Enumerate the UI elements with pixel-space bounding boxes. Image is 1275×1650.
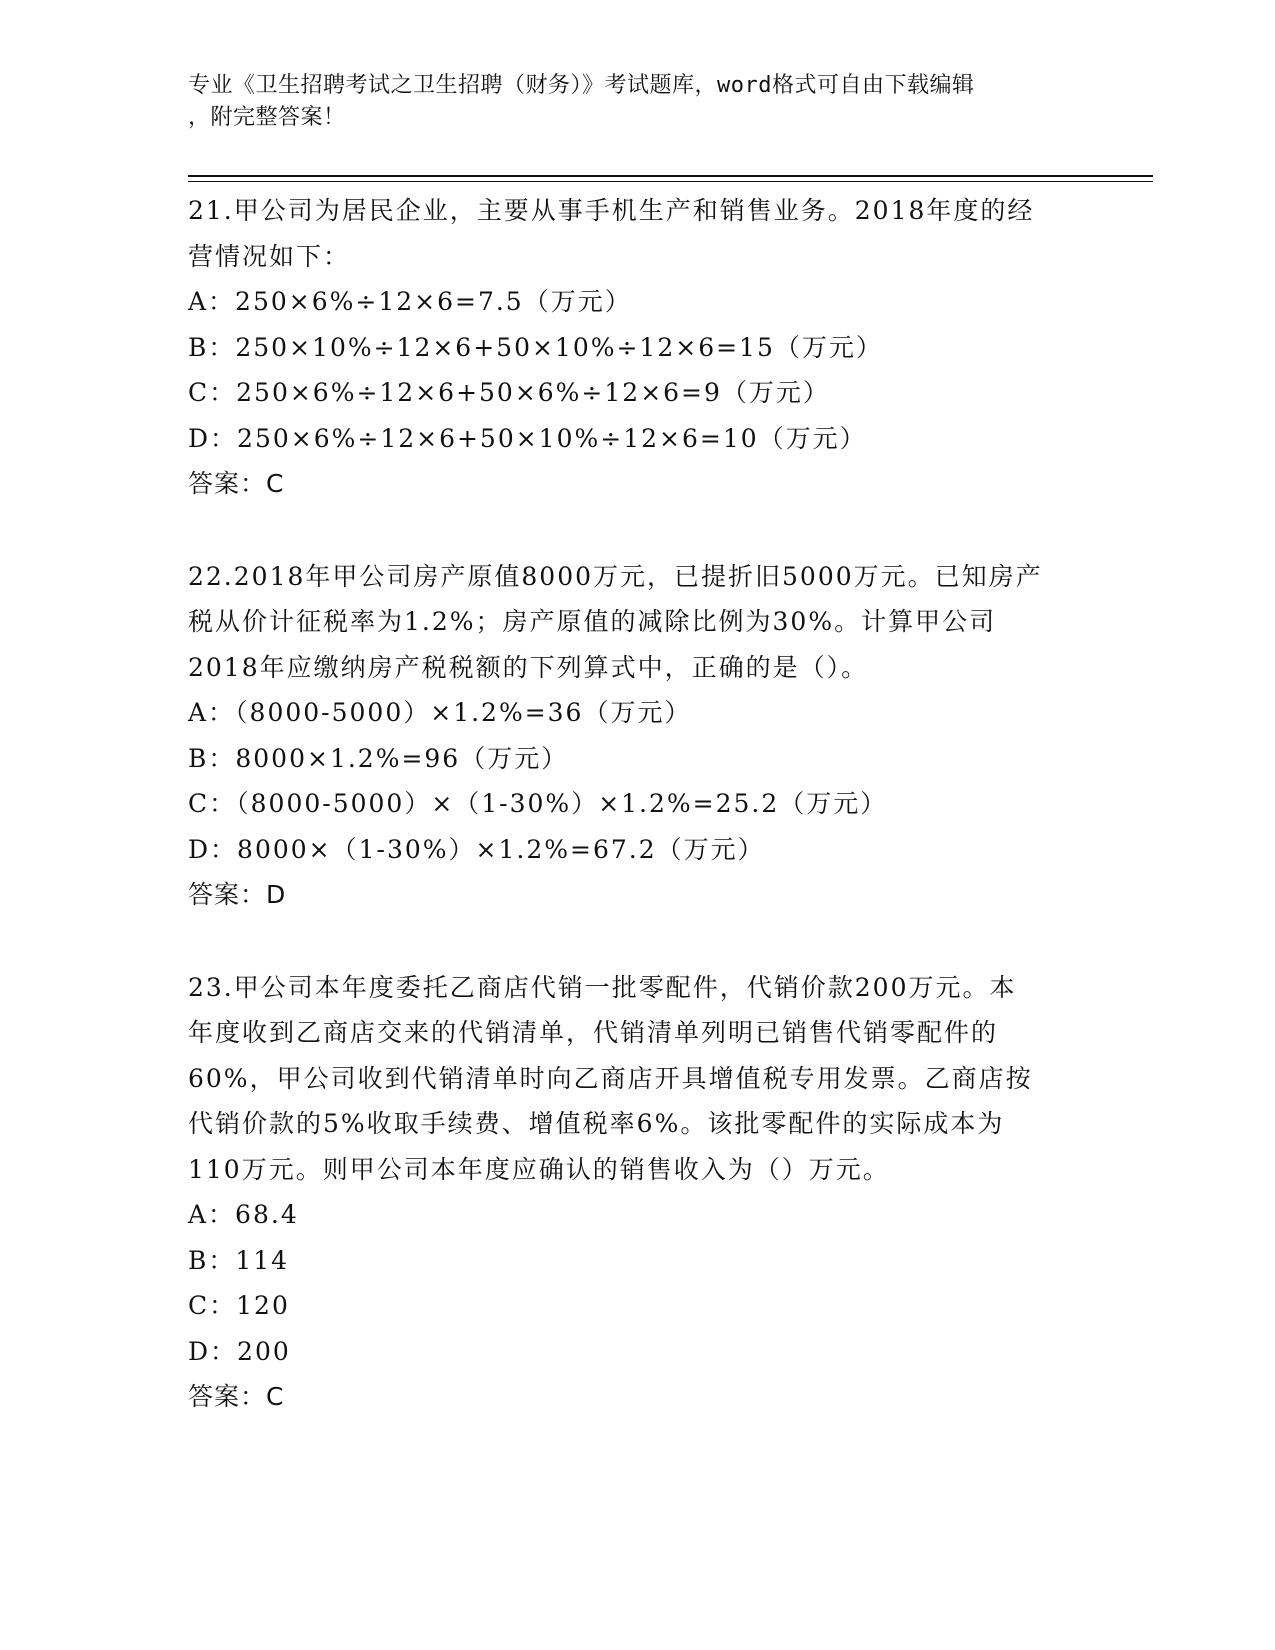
answer: 答案：C — [188, 1382, 285, 1411]
header-divider-thick — [188, 175, 1153, 177]
question-stem-line: 110万元。则甲公司本年度应确认的销售收入为（）万元。 — [188, 1154, 890, 1184]
question-23 — [188, 965, 1088, 1420]
option-c: C：120 — [188, 1291, 290, 1320]
option-b: B：114 — [188, 1245, 290, 1275]
question-21 — [188, 188, 1088, 507]
option-a: A：250×6%÷12×6=7.5（万元） — [188, 287, 632, 316]
question-stem-line: 代销价款的5%收取手续费、增值税率6%。该批零配件的实际成本为 — [188, 1109, 1005, 1138]
question-stem-line: 年度收到乙商店交来的代销清单，代销清单列明已销售代销零配件的 — [188, 1018, 999, 1047]
option-c: C：250×6%÷12×6+50×6%÷12×6=9（万元） — [188, 378, 830, 407]
option-a: A：68.4 — [188, 1200, 299, 1229]
question-stem-line: 23.甲公司本年度委托乙商店代销一批零配件，代销价款200万元。本 — [188, 972, 1017, 1002]
question-stem-line: 22.2018年甲公司房产原值8000万元，已提折旧5000万元。已知房产 — [188, 561, 1043, 591]
answer: 答案：C — [188, 469, 285, 498]
header-line-1: 专业《卫生招聘考试之卫生招聘（财务）》考试题库，word格式可自由下载编辑 — [188, 73, 975, 98]
option-c: C：（8000-5000）×（1-30%）×1.2%=25.2（万元） — [188, 789, 888, 818]
question-list — [188, 188, 1088, 1467]
question-stem-line: 21.甲公司为居民企业，主要从事手机生产和销售业务。2018年度的经 — [188, 196, 1035, 225]
question-stem-line: 2018年应缴纳房产税税额的下列算式中，正确的是（）。 — [188, 652, 869, 682]
question-stem-line: 60%，甲公司收到代销清单时向乙商店开具增值税专用发票。乙商店按 — [188, 1063, 1033, 1093]
answer: 答案：D — [188, 880, 287, 909]
option-d: D：250×6%÷12×6+50×10%÷12×6=10（万元） — [188, 423, 867, 453]
header-divider-thin — [188, 181, 1153, 182]
question-22 — [188, 554, 1088, 918]
option-d: D：8000×（1-30%）×1.2%=67.2（万元） — [188, 834, 765, 864]
option-d: D：200 — [188, 1336, 291, 1366]
document-header — [188, 70, 1078, 134]
question-stem-line: 营情况如下： — [188, 241, 351, 271]
option-b: B：8000×1.2%=96（万元） — [188, 743, 569, 773]
option-b: B：250×10%÷12×6+50×10%÷12×6=15（万元） — [188, 332, 883, 362]
option-a: A：（8000-5000）×1.2%=36（万元） — [188, 698, 692, 727]
question-stem-line: 税从价计征税率为1.2%；房产原值的减除比例为30%。计算甲公司 — [188, 607, 997, 636]
header-line-2: ，附完整答案！ — [188, 105, 346, 130]
